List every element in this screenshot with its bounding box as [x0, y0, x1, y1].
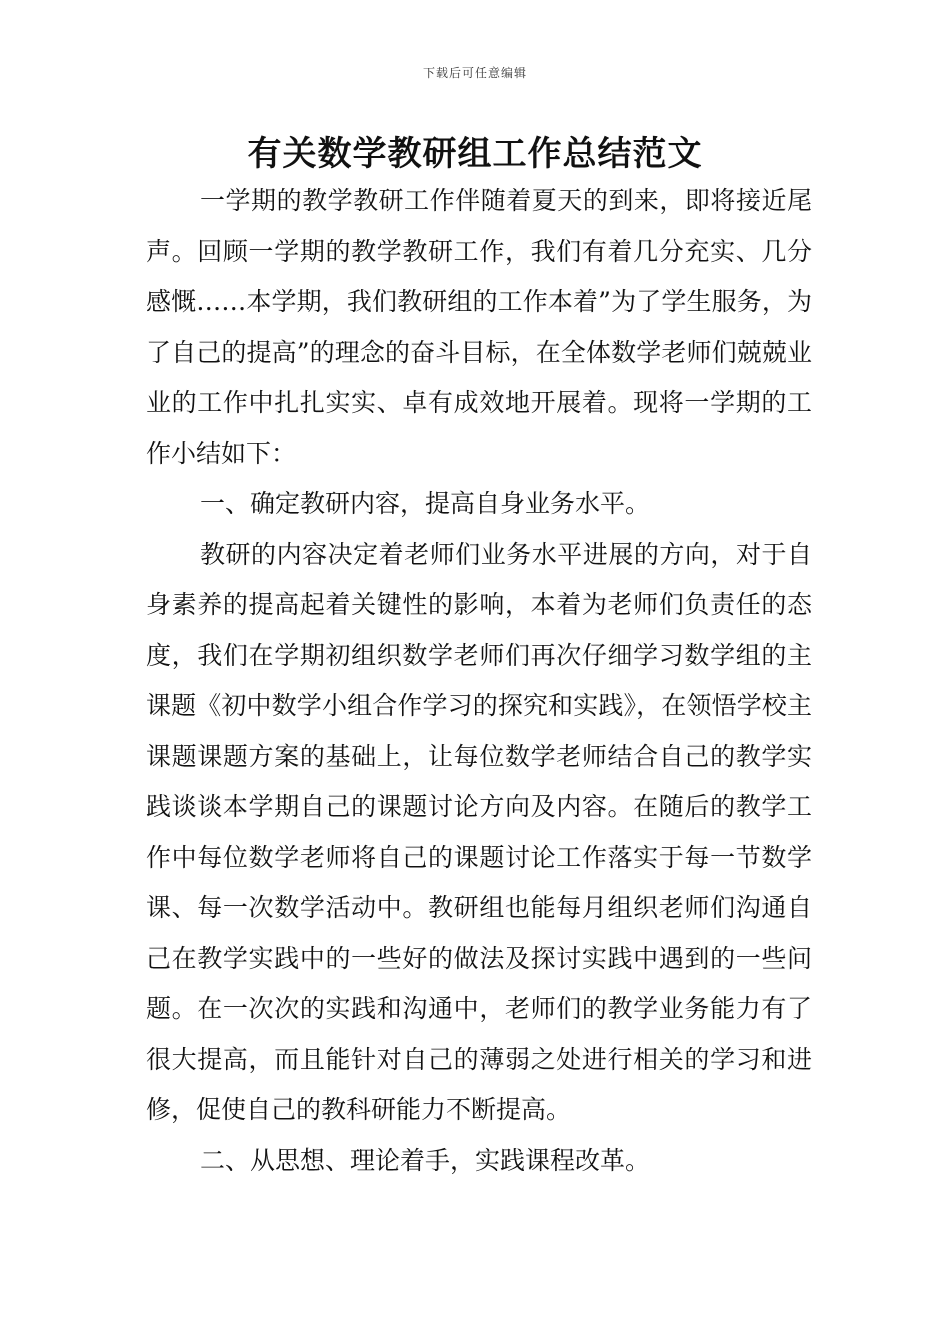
paragraph-intro: 一学期的教学教研工作伴随着夏天的到来，即将接近尾声。回顾一学期的教学教研工作，我们有着几分充实、几分感慨……本学期，我们教研组的工作本着”为了学生服务，为了自己的提高”的理念的奋斗目标，在全体数学老师们兢兢业业的工作中扎扎实实、卓有成效地开展着。现将一学期的工作小结如下：	[146, 186, 812, 468]
document-body	[146, 176, 812, 1186]
document-title: 有关数学教研组工作总结范文	[247, 134, 703, 174]
section-heading-1: 一、确定教研内容，提高自身业务水平。	[200, 489, 651, 518]
header-note: 下载后可任意编辑	[422, 66, 527, 80]
paragraph-section-1: 教研的内容决定着老师们业务水平进展的方向，对于自身素养的提高起着关键性的影响，本着为老师们负责任的态度，我们在学期初组织数学老师们再次仔细学习数学组的主课题《初中数学小组合作学习的探究和实践》，在领悟学校主课题课题方案的基础上，让每位数学老师结合自己的教学实践谈谈本学期自己的课题讨论方向及内容。在随后的教学工作中每位数学老师将自己的课题讨论工作落实于每一节数学课、每一次数学活动中。教研组也能每月组织老师们沟通自己在教学实践中的一些好的做法及探讨实践中遇到的一些问题。在一次次的实践和沟通中，老师们的教学业务能力有了很大提高，而且能针对自己的薄弱之处进行相关的学习和进修，促使自己的教科研能力不断提高。	[146, 539, 812, 1124]
section-heading-2: 二、从思想、理论着手，实践课程改革。	[200, 1145, 651, 1175]
